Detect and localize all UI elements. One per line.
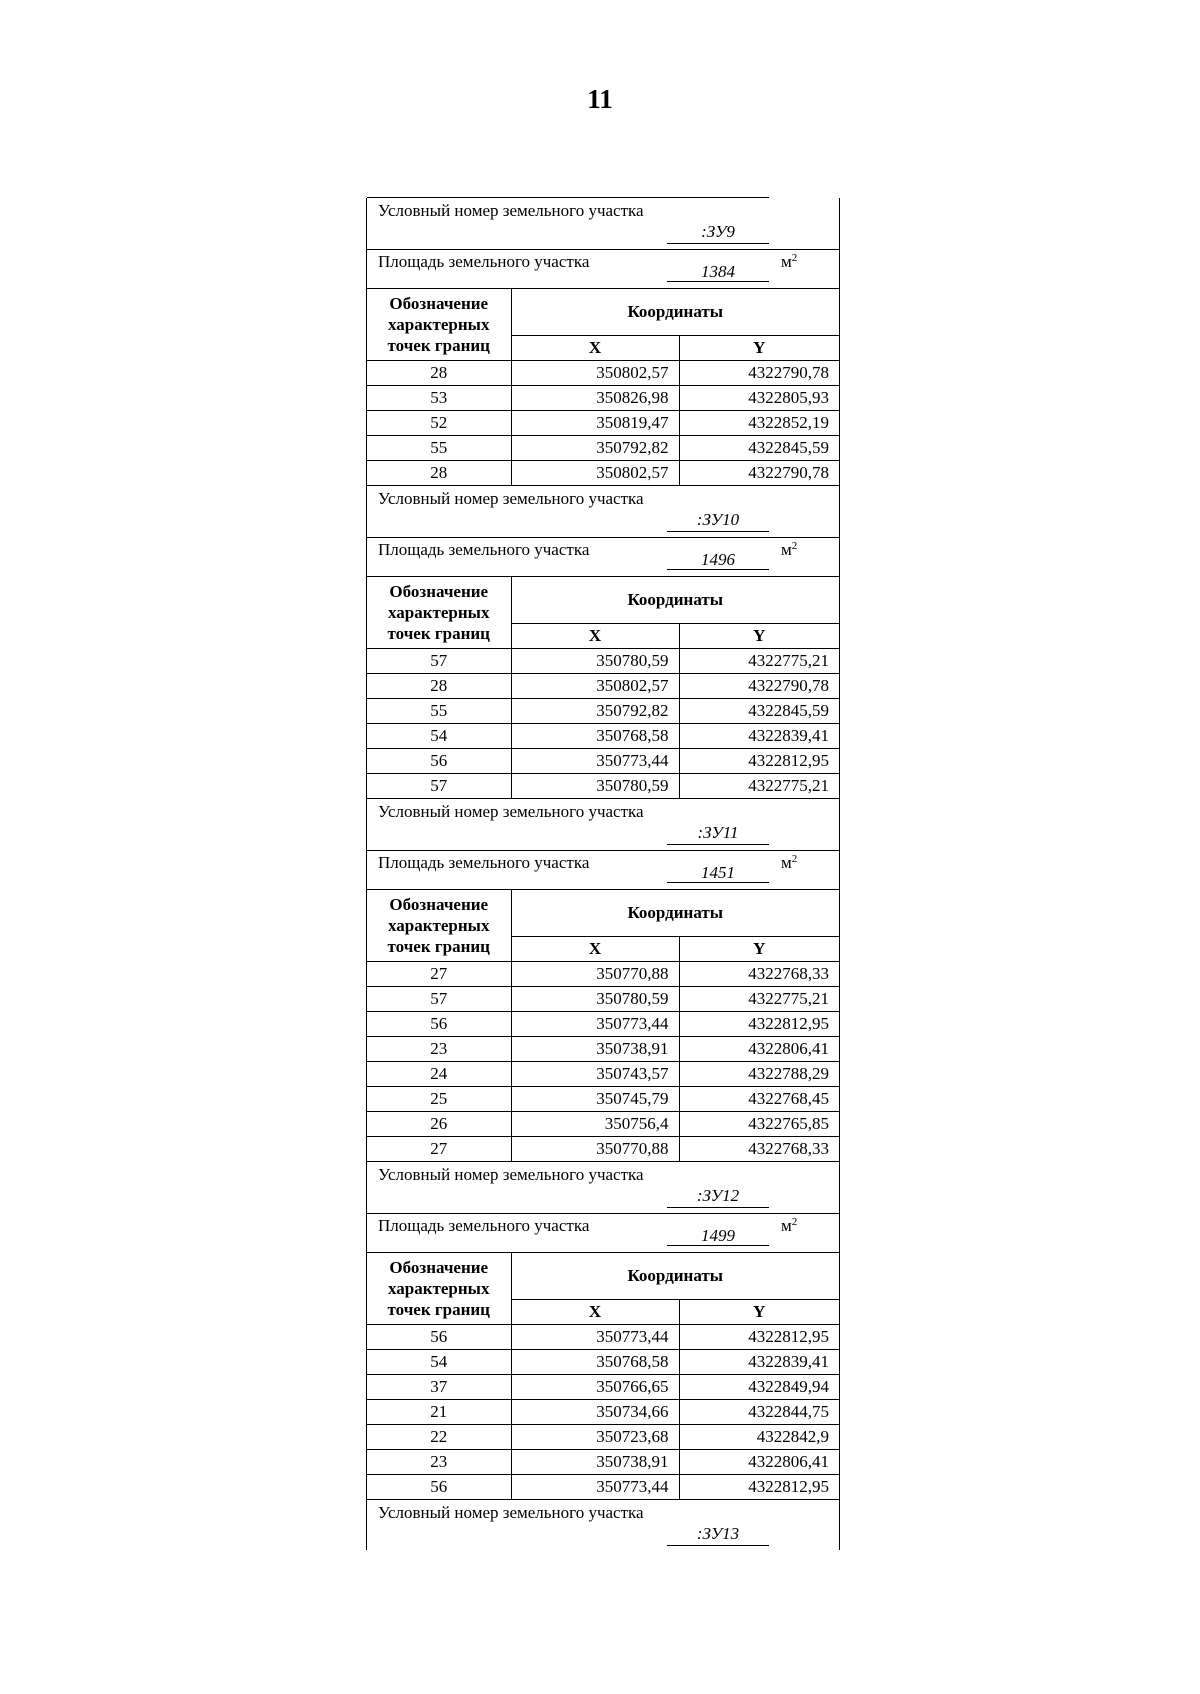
plot-area-label: Площадь земельного участка: [378, 252, 590, 271]
coord-x: 350743,57: [511, 1062, 679, 1087]
page-number: 11: [587, 84, 613, 114]
coord-x: 350766,65: [511, 1375, 679, 1400]
plot-number-row: [367, 799, 839, 851]
coord-x: 350738,91: [511, 1450, 679, 1475]
coord-y: 4322806,41: [679, 1037, 839, 1062]
header-x: X: [511, 1300, 679, 1325]
point-id: 24: [367, 1062, 511, 1087]
area-unit-exponent: 2: [791, 1216, 798, 1228]
header-points: Обозначение характерных точек границ: [367, 577, 511, 649]
table-row: [367, 1112, 839, 1137]
table-row: [367, 411, 839, 436]
table-row: [367, 1400, 839, 1425]
header-points: Обозначение характерных точек границ: [367, 890, 511, 962]
area-unit-base: м: [781, 853, 792, 872]
point-id: 23: [367, 1450, 511, 1475]
plot-number-label: Условный номер земельного участка: [378, 201, 644, 220]
point-id: 37: [367, 1375, 511, 1400]
header-coordinates: Координаты: [511, 890, 839, 937]
coord-y: 4322842,9: [679, 1425, 839, 1450]
coord-x: 350768,58: [511, 1350, 679, 1375]
coord-y: 4322812,95: [679, 1012, 839, 1037]
table-row: [367, 461, 839, 486]
table-row: [367, 1475, 839, 1500]
point-id: 54: [367, 724, 511, 749]
coord-y: 4322775,21: [679, 987, 839, 1012]
point-id: 57: [367, 774, 511, 799]
plot-area-value: 1499: [667, 1219, 769, 1246]
header-y: Y: [679, 937, 839, 962]
point-id: 55: [367, 436, 511, 461]
coord-x: 350792,82: [511, 699, 679, 724]
coord-x: 350780,59: [511, 774, 679, 799]
area-unit-exponent: 2: [791, 853, 798, 865]
coordinates-table: [367, 1253, 839, 1500]
plot-number-value: :ЗУ11: [667, 821, 769, 845]
plot-section: [367, 486, 839, 799]
coord-y: 4322812,95: [679, 1325, 839, 1350]
point-id: 28: [367, 361, 511, 386]
point-id: 27: [367, 1137, 511, 1162]
point-id: 28: [367, 674, 511, 699]
plot-number-row: [367, 486, 839, 538]
point-id: 56: [367, 1012, 511, 1037]
area-unit-exponent: 2: [791, 252, 798, 264]
point-id: 23: [367, 1037, 511, 1062]
plot-number-label: Условный номер земельного участка: [378, 1503, 644, 1522]
coord-y: 4322768,33: [679, 1137, 839, 1162]
coord-x: 350770,88: [511, 1137, 679, 1162]
table-row: [367, 1037, 839, 1062]
table-row: [367, 724, 839, 749]
point-id: 56: [367, 1475, 511, 1500]
plot-area-row: [367, 1214, 839, 1253]
plot-area-row: [367, 250, 839, 289]
coord-x: 350738,91: [511, 1037, 679, 1062]
coord-x: 350745,79: [511, 1087, 679, 1112]
plot-area-label: Площадь земельного участка: [378, 1216, 590, 1235]
coord-y: 4322845,59: [679, 436, 839, 461]
point-id: 57: [367, 987, 511, 1012]
header-x: X: [511, 336, 679, 361]
plot-area-value: 1451: [667, 856, 769, 883]
point-id: 56: [367, 1325, 511, 1350]
coord-x: 350723,68: [511, 1425, 679, 1450]
coord-y: 4322839,41: [679, 1350, 839, 1375]
coordinates-table: [367, 890, 839, 1162]
area-unit: [781, 538, 797, 562]
table-header-row: [367, 1253, 839, 1300]
plot-number-label: Условный номер земельного участка: [378, 489, 644, 508]
coord-x: 350802,57: [511, 461, 679, 486]
area-unit-base: м: [781, 540, 792, 559]
coord-y: 4322775,21: [679, 649, 839, 674]
plot-number-row: [367, 198, 839, 250]
table-row: [367, 1350, 839, 1375]
plot-section: [367, 799, 839, 1162]
coordinates-table: [367, 289, 839, 486]
coord-x: 350770,88: [511, 962, 679, 987]
coord-y: 4322844,75: [679, 1400, 839, 1425]
area-unit: [781, 851, 797, 875]
plot-section: [367, 1162, 839, 1500]
plot-number-value: :ЗУ10: [667, 508, 769, 532]
table-row: [367, 962, 839, 987]
top-rule: [367, 197, 769, 198]
header-x: X: [511, 624, 679, 649]
coord-y: 4322790,78: [679, 361, 839, 386]
table-row: [367, 1425, 839, 1450]
header-y: Y: [679, 624, 839, 649]
coord-y: 4322768,33: [679, 962, 839, 987]
table-header-row: [367, 577, 839, 624]
table-row: [367, 1137, 839, 1162]
coord-y: 4322812,95: [679, 1475, 839, 1500]
coord-y: 4322765,85: [679, 1112, 839, 1137]
coord-y: 4322788,29: [679, 1062, 839, 1087]
point-id: 22: [367, 1425, 511, 1450]
header-coordinates: Координаты: [511, 1253, 839, 1300]
coord-y: 4322790,78: [679, 674, 839, 699]
plot-number-value: :ЗУ9: [667, 220, 769, 244]
coord-y: 4322806,41: [679, 1450, 839, 1475]
point-id: 27: [367, 962, 511, 987]
table-row: [367, 749, 839, 774]
plot-number-value: :ЗУ13: [667, 1522, 769, 1546]
plot-number-row: [367, 1162, 839, 1214]
area-unit: [781, 1214, 797, 1238]
coord-y: 4322790,78: [679, 461, 839, 486]
plot-number-label: Условный номер земельного участка: [378, 1165, 644, 1184]
header-x: X: [511, 937, 679, 962]
coord-y: 4322812,95: [679, 749, 839, 774]
header-coordinates: Координаты: [511, 577, 839, 624]
coord-x: 350756,4: [511, 1112, 679, 1137]
coord-x: 350802,57: [511, 361, 679, 386]
table-row: [367, 1087, 839, 1112]
table-row: [367, 1375, 839, 1400]
coord-y: 4322775,21: [679, 774, 839, 799]
point-id: 56: [367, 749, 511, 774]
area-unit-exponent: 2: [791, 540, 798, 552]
coord-x: 350734,66: [511, 1400, 679, 1425]
table-row: [367, 1325, 839, 1350]
coord-x: 350773,44: [511, 1475, 679, 1500]
area-unit-base: м: [781, 1216, 792, 1235]
table-header-row: [367, 289, 839, 336]
table-row: [367, 1062, 839, 1087]
point-id: 54: [367, 1350, 511, 1375]
plot-area-label: Площадь земельного участка: [378, 853, 590, 872]
plot-area-value: 1496: [667, 543, 769, 570]
coord-x: 350773,44: [511, 1325, 679, 1350]
plot-number-value: :ЗУ12: [667, 1184, 769, 1208]
coord-x: 350780,59: [511, 987, 679, 1012]
coord-y: 4322805,93: [679, 386, 839, 411]
coordinates-table: [367, 577, 839, 799]
header-coordinates: Координаты: [511, 289, 839, 336]
table-row: [367, 1012, 839, 1037]
point-id: 57: [367, 649, 511, 674]
coord-x: 350826,98: [511, 386, 679, 411]
table-row: [367, 361, 839, 386]
table-row: [367, 386, 839, 411]
plot-number-label: Условный номер земельного участка: [378, 802, 644, 821]
point-id: 53: [367, 386, 511, 411]
coord-y: 4322849,94: [679, 1375, 839, 1400]
land-plot-coordinates-document: [366, 198, 840, 1550]
point-id: 26: [367, 1112, 511, 1137]
table-row: [367, 699, 839, 724]
plot-area-row: [367, 851, 839, 890]
coord-x: 350819,47: [511, 411, 679, 436]
point-id: 28: [367, 461, 511, 486]
plot-number-row: [367, 1500, 839, 1550]
table-row: [367, 987, 839, 1012]
table-row: [367, 649, 839, 674]
table-header-row: [367, 890, 839, 937]
coord-x: 350768,58: [511, 724, 679, 749]
coord-y: 4322845,59: [679, 699, 839, 724]
plot-area-label: Площадь земельного участка: [378, 540, 590, 559]
point-id: 21: [367, 1400, 511, 1425]
table-row: [367, 674, 839, 699]
coord-x: 350780,59: [511, 649, 679, 674]
header-points: Обозначение характерных точек границ: [367, 1253, 511, 1325]
point-id: 55: [367, 699, 511, 724]
area-unit: [781, 250, 797, 274]
coord-y: 4322768,45: [679, 1087, 839, 1112]
point-id: 52: [367, 411, 511, 436]
coord-x: 350792,82: [511, 436, 679, 461]
coord-x: 350773,44: [511, 749, 679, 774]
header-y: Y: [679, 1300, 839, 1325]
table-row: [367, 436, 839, 461]
coord-x: 350773,44: [511, 1012, 679, 1037]
header-y: Y: [679, 336, 839, 361]
area-unit-base: м: [781, 252, 792, 271]
plot-section: [367, 198, 839, 486]
plot-area-row: [367, 538, 839, 577]
coord-y: 4322852,19: [679, 411, 839, 436]
point-id: 25: [367, 1087, 511, 1112]
coord-x: 350802,57: [511, 674, 679, 699]
table-row: [367, 1450, 839, 1475]
coord-y: 4322839,41: [679, 724, 839, 749]
table-row: [367, 774, 839, 799]
header-points: Обозначение характерных точек границ: [367, 289, 511, 361]
plot-area-value: 1384: [667, 255, 769, 282]
